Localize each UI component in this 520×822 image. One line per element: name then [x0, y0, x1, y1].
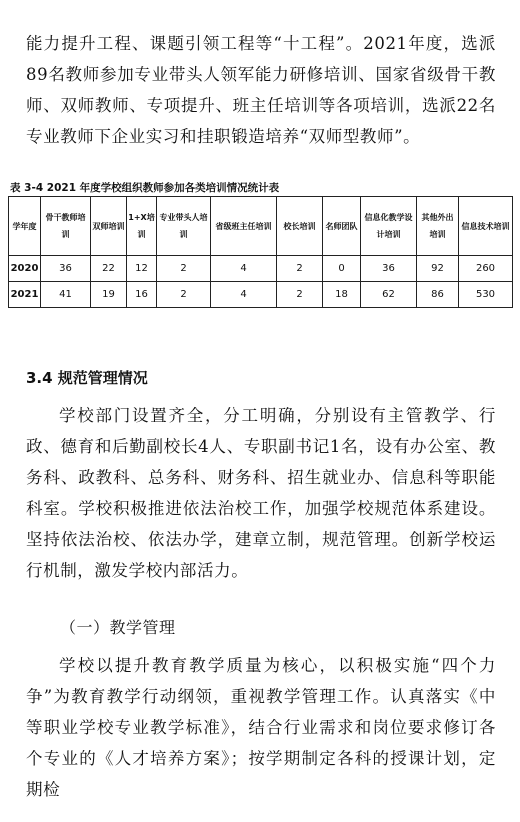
table-cell: 62 — [361, 282, 417, 308]
header-cell: 信息技术培训 — [459, 197, 513, 256]
table-cell: 2020 — [9, 256, 41, 282]
table-cell: 19 — [91, 282, 127, 308]
header-cell: 省级班主任培训 — [211, 197, 277, 256]
section-heading: 3.4 规范管理情况 — [26, 369, 148, 387]
table-cell: 2 — [157, 256, 211, 282]
header-cell: 学年度 — [9, 197, 41, 256]
table-cell: 18 — [323, 282, 361, 308]
table-cell: 86 — [417, 282, 459, 308]
table-cell: 2021 — [9, 282, 41, 308]
header-cell: 其他外出培训 — [417, 197, 459, 256]
table-cell: 41 — [41, 282, 91, 308]
intro-paragraph: 能力提升工程、课题引领工程等“十工程”。2021年度，选派89名教师参加专业带头人领军能力研修培训、国家省级骨干教师、双师教师、专项提升、班主任培训等各项培训，选派22名专业教师下企业实习和挂职锻造培养“双师型教师”。 — [26, 34, 496, 146]
header-cell: 双师培训 — [91, 197, 127, 256]
table-row — [9, 282, 513, 308]
table-cell: 530 — [459, 282, 513, 308]
header-cell: 骨干教师培训 — [41, 197, 91, 256]
header-cell: 校长培训 — [277, 197, 323, 256]
table-cell: 2 — [157, 282, 211, 308]
table-cell: 16 — [127, 282, 157, 308]
table-cell: 2 — [277, 282, 323, 308]
table-cell: 2 — [277, 256, 323, 282]
table-header-row — [9, 197, 513, 256]
section-paragraph: 学校部门设置齐全，分工明确，分别设有主管教学、行政、德育和后勤副校长4人、专职副书记1名，设有办公室、教务科、政教科、总务科、财务科、招生就业办、信息科等职能科室。学校积极推进依法治校工作，加强学校规范体系建设。坚持依法治校、依法办学，建章立制，规范管理。创新学校运行机制，激发学校内部活力。 — [26, 406, 496, 580]
header-cell: 1+X培训 — [127, 197, 157, 256]
header-cell: 信息化教学设计培训 — [361, 197, 417, 256]
table-cell: 4 — [211, 282, 277, 308]
table-row — [9, 256, 513, 282]
table-cell: 36 — [41, 256, 91, 282]
header-cell: 专业带头人培训 — [157, 197, 211, 256]
training-stats-table — [8, 196, 513, 308]
table-cell: 22 — [91, 256, 127, 282]
subsection-heading: （一）教学管理 — [60, 618, 176, 637]
table-cell: 4 — [211, 256, 277, 282]
table-cell: 0 — [323, 256, 361, 282]
table-cell: 12 — [127, 256, 157, 282]
section-paragraph: 学校以提升教育教学质量为核心，以积极实施“四个力争”为教育教学行动纲领，重视教学管理工作。认真落实《中等职业学校专业教学标准》，结合行业需求和岗位要求修订各个专业的《人才培养方案》；按学期制定各科的授课计划，定期检 — [26, 656, 496, 799]
header-cell: 名师团队 — [323, 197, 361, 256]
table-cell: 260 — [459, 256, 513, 282]
table-cell: 36 — [361, 256, 417, 282]
table-caption: 表 3-4 2021 年度学校组织教师参加各类培训情况统计表 — [10, 182, 280, 194]
table-cell: 92 — [417, 256, 459, 282]
